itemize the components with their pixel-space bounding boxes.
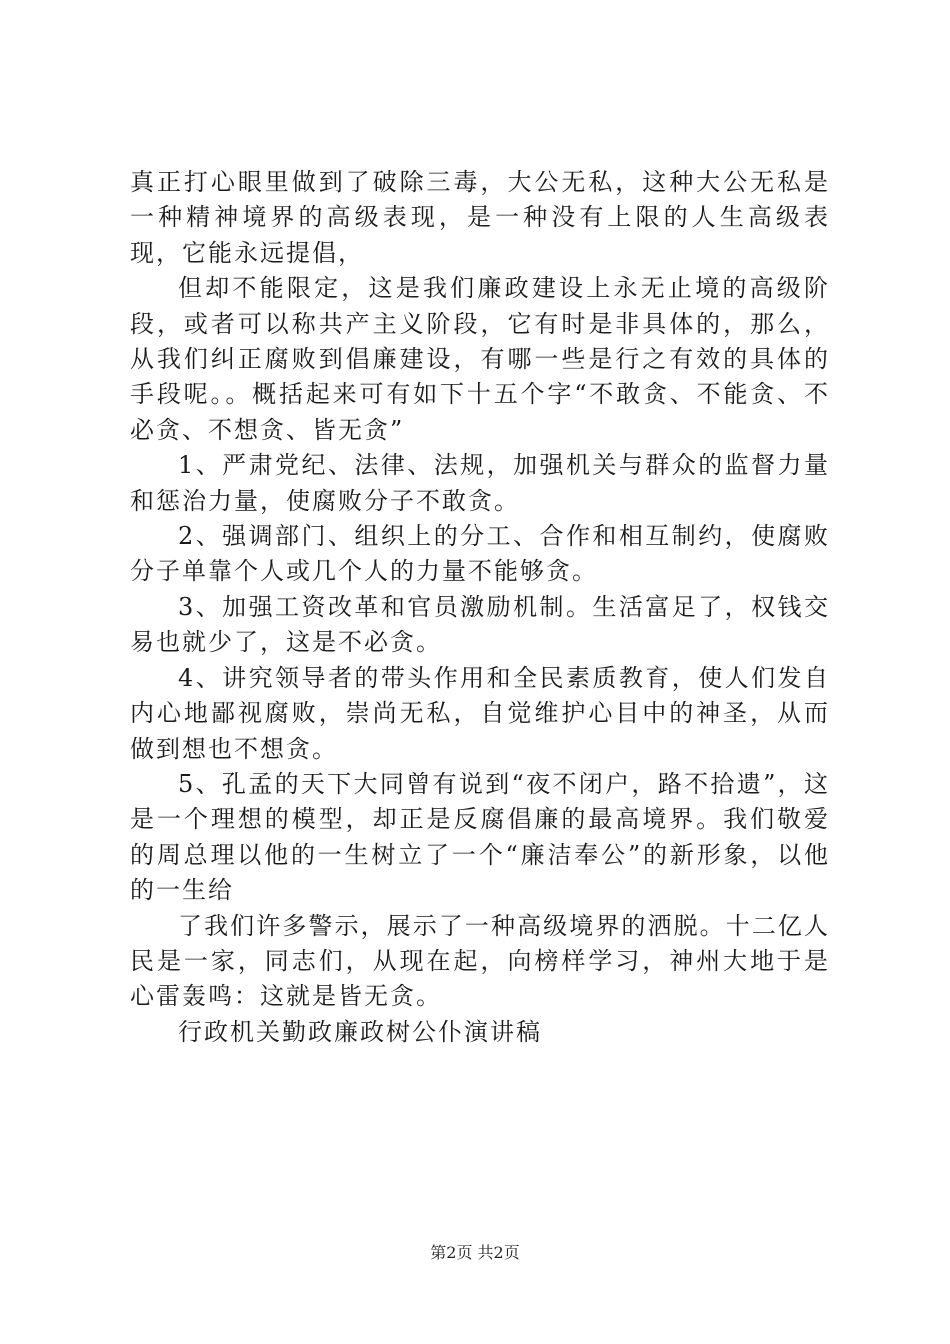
paragraph-2: 但却不能限定，这是我们廉政建设上永无止境的高级阶段，或者可以称共产主义阶段，它有时是非具体的，那么，从我们纠正腐败到倡廉建设，有哪一些是行之有效的具体的手段呢。。概括起来可有如下十五个字“不敢贪、不能贪、不必贪、不想贪、皆无贪” (130, 274, 830, 444)
paragraph-7: 5、孔孟的天下大同曾有说到“夜不闭户，路不拾遗”，这是一个理想的模型，却正是反腐倡廉的最高境界。我们敬爱的周总理以他的一生树立了一个“廉洁奉公”的新形象，以他的一生给 (130, 769, 830, 905)
paragraph-8: 了我们许多警示，展示了一种高级境界的洒脱。十二亿人民是一家，同志们，从现在起，向榜样学习，神州大地于是心雷轰鸣：这就是皆无贪。 (130, 911, 830, 1011)
page-footer: 第2页 共2页 (430, 1243, 520, 1262)
paragraph-5: 3、加强工资改革和官员激励机制。生活富足了，权钱交易也就少了，这是不必贪。 (130, 592, 830, 657)
paragraph-6: 4、讲究领导者的带头作用和全民素质教育，使人们发自内心地鄙视腐败，崇尚无私，自觉维护心目中的神圣，从而做到想也不想贪。 (130, 663, 830, 763)
paragraph-1: 真正打心眼里做到了破除三毒，大公无私，这种大公无私是一种精神境界的高级表现，是一种没有上限的人生高级表现，它能永远提倡， (130, 168, 830, 267)
document-body (130, 165, 830, 1050)
paragraph-4: 2、强调部门、组织上的分工、合作和相互制约，使腐败分子单靠个人或几个人的力量不能够贪。 (130, 522, 830, 586)
paragraph-3: 1、严肃党纪、法律、法规，加强机关与群众的监督力量和惩治力量，使腐败分子不敢贪。 (130, 451, 830, 515)
paragraph-9: 行政机关勤政廉政树公仆演讲稿 (178, 1017, 542, 1046)
